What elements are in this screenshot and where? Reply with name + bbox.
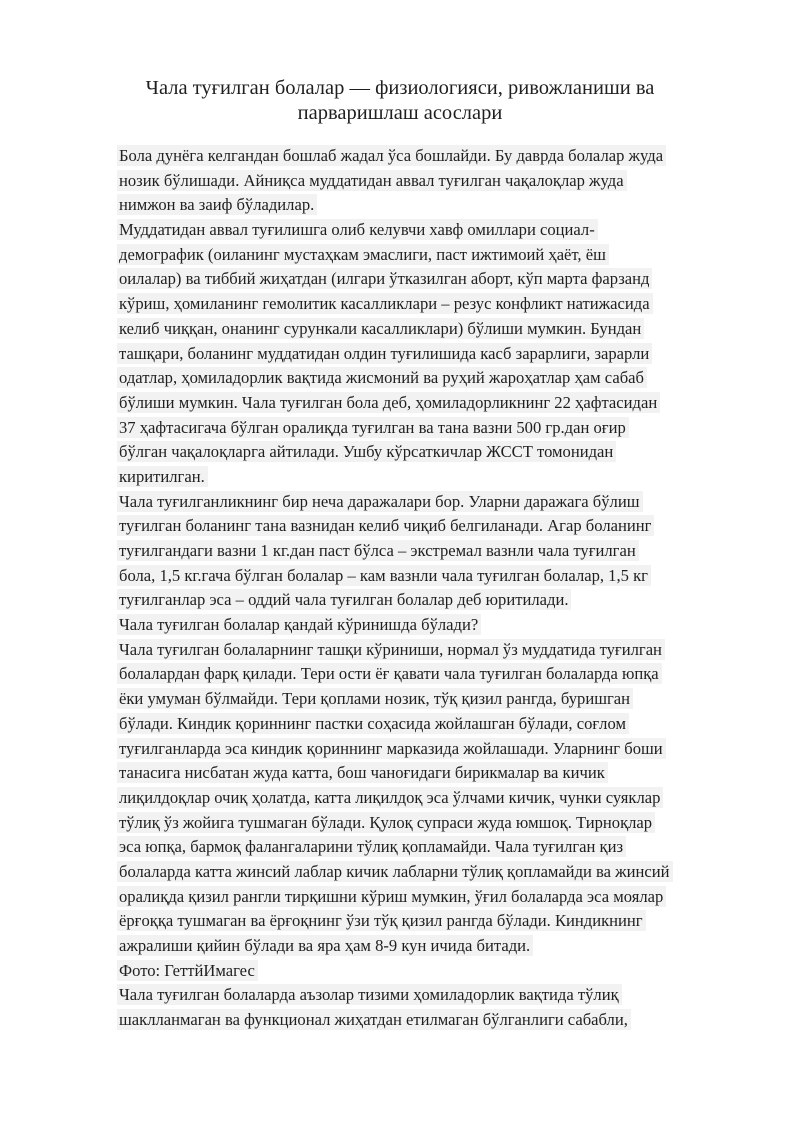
text-line — [117, 737, 745, 762]
text-line-content: туғилгандаги вазни 1 кг.дан паст бўлса – экстремал вазнли чала туғилган — [117, 540, 639, 561]
title-line: парваришлаш асослари — [297, 101, 503, 124]
document-body — [117, 144, 745, 1033]
text-line — [117, 959, 745, 984]
text-line-content: эса юпқа, бармоқ фалангаларини тўлиқ қопламайди. Чала туғилган қиз — [117, 836, 626, 857]
text-line — [117, 786, 745, 811]
text-line — [117, 465, 745, 490]
text-line — [117, 761, 745, 786]
text-line-content: танасига нисбатан жуда катта, бош чаноғидаги бирикмалар ва кичик — [117, 762, 608, 783]
text-line-content: туғилганлар эса – оддий чала туғилган болалар деб юритилади. — [117, 589, 571, 610]
text-line-content: бўлиши мумкин. Чала туғилган бола деб, ҳомиладорликнинг 22 ҳафтасидан — [117, 392, 660, 413]
text-line — [117, 490, 745, 515]
paragraph — [117, 490, 745, 613]
text-line-content: Чала туғилган болаларнинг ташқи кўриниши, нормал ўз муддатида туғилган — [117, 639, 665, 660]
text-line-content: оилалар) ва тиббий жиҳатдан (илгари ўтказилган аборт, кўп марта фарзанд — [117, 268, 652, 289]
text-line — [117, 934, 745, 959]
text-line — [117, 638, 745, 663]
text-line-content: ажралиши қийин бўлади ва яра ҳам 8-9 кун ичида битади. — [117, 935, 533, 956]
text-line — [117, 662, 745, 687]
text-line-content: ташқари, боланинг муддатидан олдин туғилишида касб зарарлиги, зарарли — [117, 343, 652, 364]
text-line — [117, 514, 745, 539]
text-line — [117, 218, 745, 243]
text-line-content: нимжон ва заиф бўладилар. — [117, 194, 317, 215]
text-line-content: кўриш, ҳомиланинг гемолитик касалликлари – резус конфликт натижасида — [117, 293, 653, 314]
text-line — [117, 366, 745, 391]
text-line-content: киритилган. — [117, 466, 208, 487]
text-line — [117, 909, 745, 934]
text-line — [117, 193, 745, 218]
text-line — [117, 885, 745, 910]
text-line-content: ёки умуман бўлмайди. Тери қоплами нозик, тўқ қизил рангда, буришган — [117, 688, 633, 709]
text-line — [117, 267, 745, 292]
text-line — [117, 440, 745, 465]
text-line — [117, 1008, 745, 1033]
text-line — [117, 712, 745, 737]
text-line-content: болаларда катта жинсий лаблар кичик лабларни тўлиқ қопламайди ва жинсий — [117, 861, 673, 882]
text-line — [117, 144, 745, 169]
text-line-content: Фото: ГеттйИмагес — [117, 960, 258, 981]
text-line — [117, 169, 745, 194]
text-line — [117, 811, 745, 836]
text-line — [117, 317, 745, 342]
text-line — [117, 243, 745, 268]
text-line-content: нозик бўлишади. Айниқса муддатидан аввал туғилган чақалоқлар жуда — [117, 170, 627, 191]
paragraph — [117, 613, 745, 638]
text-line-content: оралиқда қизил рангли тирқишни кўриш мумкин, ўғил болаларда эса моялар — [117, 886, 666, 907]
paragraph — [117, 218, 745, 490]
text-line — [117, 391, 745, 416]
text-line-content: бола, 1,5 кг.гача бўлган болалар – кам вазнли чала туғилган болалар, 1,5 кг — [117, 565, 651, 586]
text-line-content: туғилган боланинг тана вазнидан келиб чиқиб белгиланади. Агар боланинг — [117, 515, 654, 536]
text-line-content: ёрғоққа тушмаган ва ёрғоқнинг ўзи тўқ қизил рангда бўлади. Киндикнинг — [117, 910, 646, 931]
document-title — [120, 76, 680, 125]
text-line-content: лиқилдоқлар очиқ ҳолатда, катта лиқилдоқ эса ўлчами кичик, чунки суяклар — [117, 787, 663, 808]
text-line — [117, 588, 745, 613]
text-line — [117, 342, 745, 367]
text-line — [117, 835, 745, 860]
text-line-content: Бола дунёга келгандан бошлаб жадал ўса бошлайди. Бу даврда болалар жуда — [117, 145, 666, 166]
text-line — [117, 539, 745, 564]
text-line — [117, 860, 745, 885]
text-line-content: туғилганларда эса киндик қориннинг марказида жойлашади. Уларнинг боши — [117, 738, 666, 759]
text-line — [117, 613, 745, 638]
paragraph — [117, 983, 745, 1032]
title-line: Чала туғилган болалар — физиологияси, ривожланиши ва — [145, 77, 655, 99]
text-line-content: тўлиқ ўз жойига тушмаган бўлади. Қулоқ супраси жуда юмшоқ. Тирноқлар — [117, 812, 655, 833]
text-line-content: шаклланмаган ва функционал жиҳатдан етилмаган бўлганлиги сабабли, — [117, 1009, 631, 1030]
text-line-content: Чала туғилганликнинг бир неча даражалари бор. Уларни даражага бўлиш — [117, 491, 643, 512]
text-line — [117, 564, 745, 589]
text-line — [117, 687, 745, 712]
text-line-content: бўлади. Киндик қориннинг пастки соҳасида жойлашган бўлади, соғлом — [117, 713, 629, 734]
text-line-content: келиб чиққан, онанинг сурункали касалликлари) бўлиши мумкин. Бундан — [117, 318, 644, 339]
text-line-content: Чала туғилган болалар қандай кўринишда бўлади? — [117, 614, 481, 635]
text-line — [117, 416, 745, 441]
text-line-content: одатлар, ҳомиладорлик вақтида жисмоний ва руҳий жароҳатлар ҳам сабаб — [117, 367, 647, 388]
text-line-content: болалардан фарқ қилади. Тери ости ёғ қавати чала туғилган болаларда юпқа — [117, 663, 662, 684]
text-line — [117, 983, 745, 1008]
text-line-content: Чала туғилган болаларда аъзолар тизими ҳомиладорлик вақтида тўлиқ — [117, 984, 622, 1005]
text-line-content: демографик (оиланинг мустаҳкам эмаслиги, паст ижтимоий ҳаёт, ёш — [117, 244, 609, 265]
paragraph — [117, 144, 745, 218]
paragraph — [117, 959, 745, 984]
text-line-content: 37 ҳафтасигача бўлган оралиқда туғилган ва тана вазни 500 гр.дан оғир — [117, 417, 629, 438]
paragraph — [117, 638, 745, 959]
text-line-content: Муддатидан аввал туғилишга олиб келувчи хавф омиллари социал- — [117, 219, 598, 240]
text-line — [117, 292, 745, 317]
text-line-content: бўлган чақалоқларга айтилади. Ушбу кўрсаткичлар ЖССТ томонидан — [117, 441, 616, 462]
